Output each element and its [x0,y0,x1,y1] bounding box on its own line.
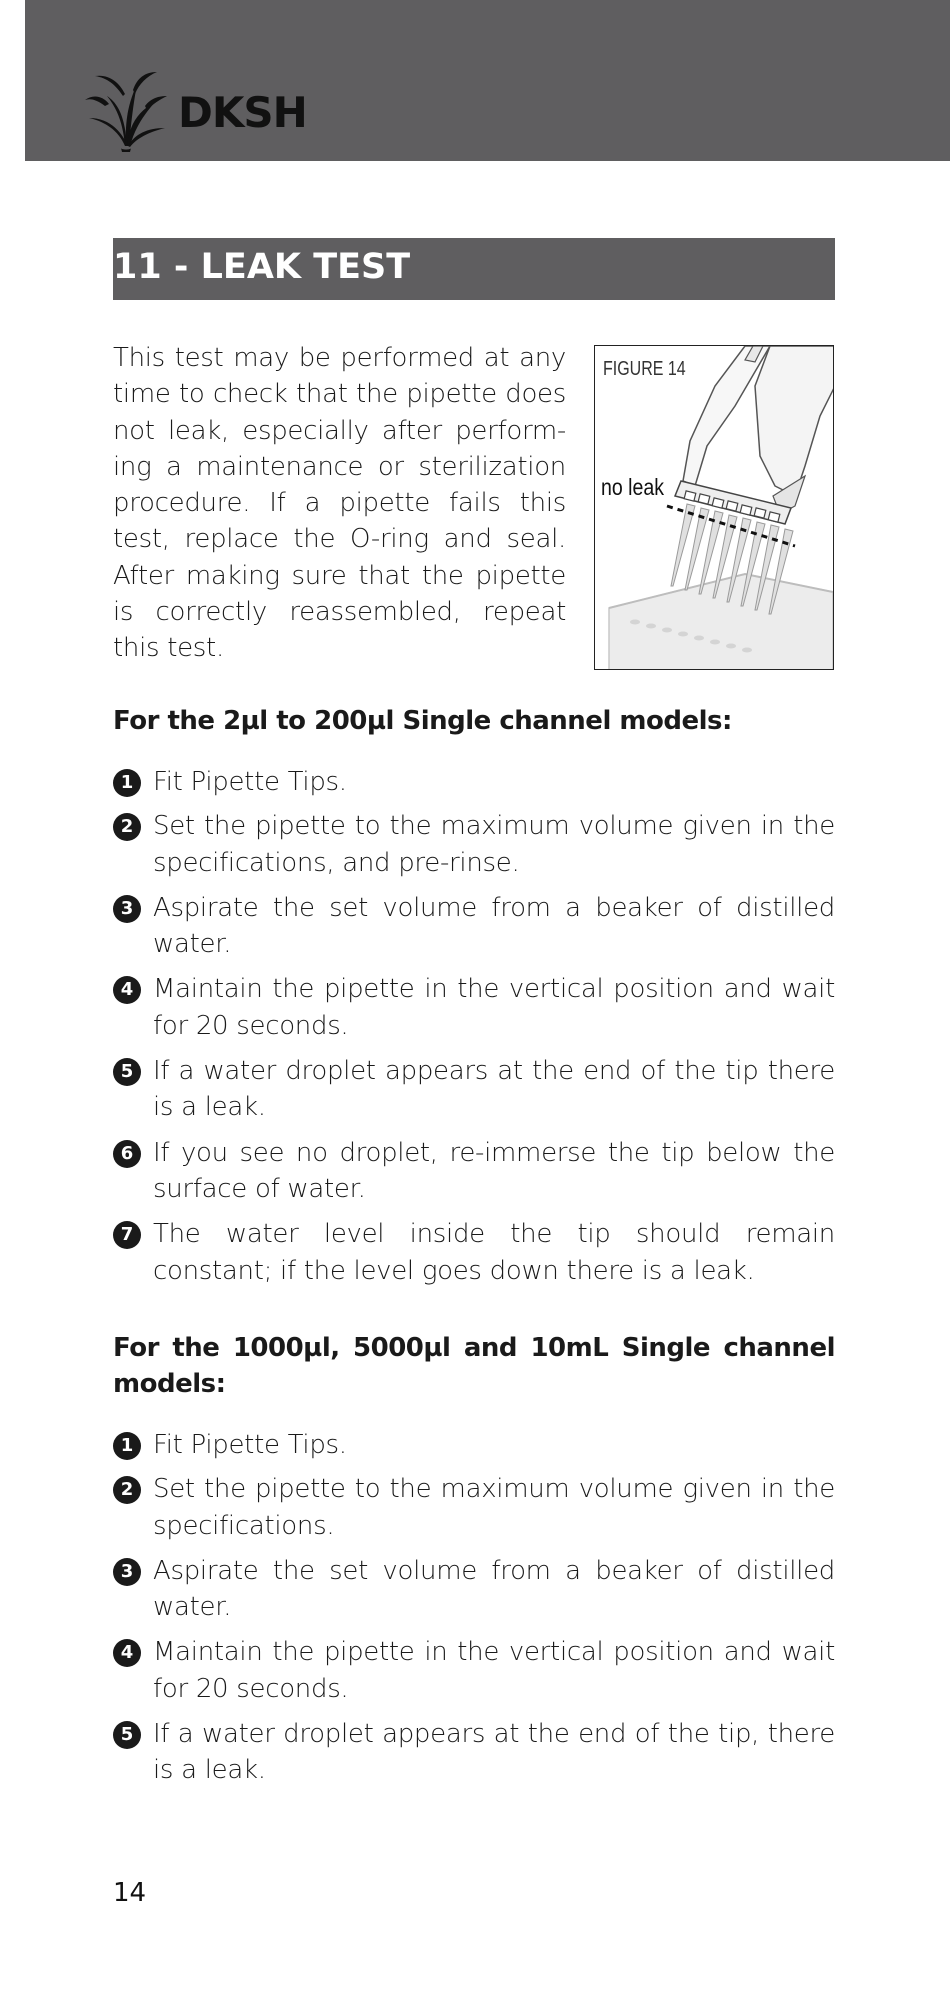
step-number-badge: 3 [113,1558,141,1586]
step-number-badge: 4 [113,976,141,1004]
step-text: Maintain the pipette in the vertical position and wait for 20 seconds. [153,1637,835,1704]
step-text: The water level inside the tip should remain constant; if the level goes down there is a leak. [153,1219,835,1286]
intro-paragraph: This test may be performed at any time to check that the pipette does not leak, especially after perform-ing a maintenance or sterilization procedure. If a pipette fails this test, replace the O-ring and seal. After making sure that the pipette is correctly reassembled, repeat this test. [113,343,566,664]
list-item [113,1216,835,1289]
list-item [113,1135,835,1208]
brand-name: DKSH [178,88,307,137]
step-text: If a water droplet appears at the end of the tip there is a leak. [153,1056,835,1123]
step-text: If a water droplet appears at the end of the tip, there is a leak. [153,1719,835,1786]
section-title: 11 - LEAK TEST [113,247,411,287]
list-item [113,1716,835,1789]
group2-steps [113,1427,835,1789]
list-item [113,1471,835,1544]
list-item [113,1427,835,1463]
palm-leaf-icon [85,66,167,152]
pipette-illustration [595,346,834,670]
list-item [113,1053,835,1126]
step-text: If you see no droplet, re-immerse the tip below the surface of water. [153,1137,835,1204]
page-number: 14 [113,1878,147,1908]
group2-heading: For the 1000µl, 5000µl and 10mL Single channel models: [113,1333,835,1399]
step-number-badge: 5 [113,1721,141,1749]
figure-label-no-leak: no leak [601,474,665,500]
figure-14 [594,345,834,670]
figure-caption: FIGURE 14 [603,358,686,380]
list-item [113,764,835,800]
list-item [113,890,835,963]
group1-steps [113,764,835,1289]
list-item [113,971,835,1044]
step-text: Aspirate the set volume from a beaker of distilled water. [153,892,835,960]
step-number-badge: 2 [113,1476,141,1504]
step-text: Set the pipette to the maximum volume given in the specifications, and pre-rinse. [153,811,835,878]
step-number-badge: 3 [113,895,141,923]
step-number-badge: 2 [113,813,141,841]
step-number-badge: 5 [113,1058,141,1086]
section-header [113,238,835,300]
step-text: Maintain the pipette in the vertical position and wait for 20 seconds. [153,974,835,1041]
list-item [113,808,835,881]
step-text: Set the pipette to the maximum volume given in the specifications. [153,1474,835,1541]
step-number-badge: 1 [113,1432,141,1460]
group1-heading: For the 2µl to 200µl Single channel models: [113,706,732,736]
list-item [113,1634,835,1707]
list-item [113,1553,835,1626]
step-number-badge: 4 [113,1639,141,1667]
step-number-badge: 7 [113,1221,141,1249]
step-text: Fit Pipette Tips. [153,767,347,797]
step-text: Aspirate the set volume from a beaker of distilled water. [153,1555,835,1623]
step-text: Fit Pipette Tips. [153,1430,347,1460]
step-number-badge: 1 [113,769,141,797]
step-number-badge: 6 [113,1140,141,1168]
